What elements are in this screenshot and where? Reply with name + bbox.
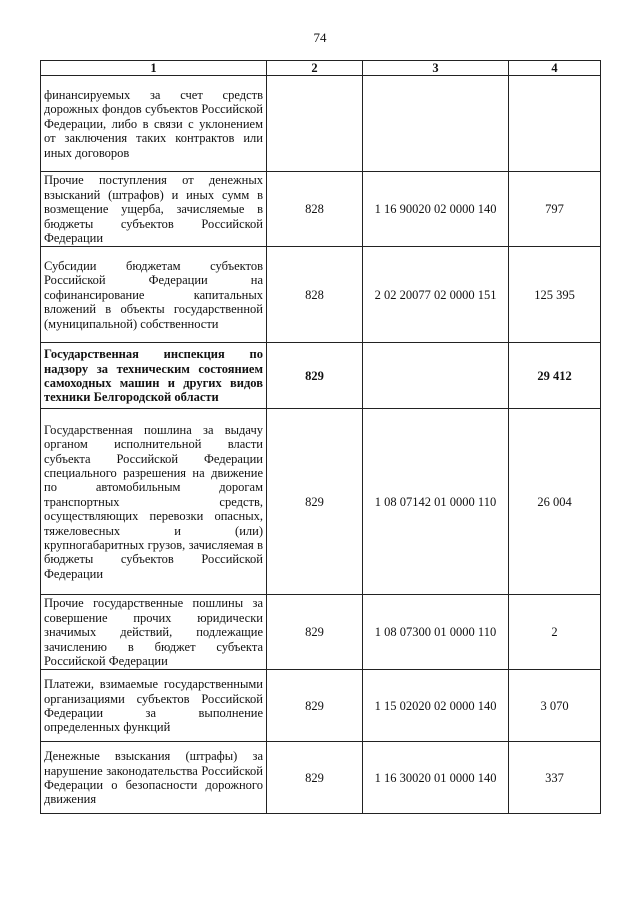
row-admin-code-cell: 829 [267, 343, 363, 409]
table-header-row [41, 61, 601, 76]
table-row [41, 670, 601, 742]
row-amount-cell: 26 004 [509, 409, 601, 595]
row-admin-code-cell [267, 76, 363, 172]
row-name-cell: Прочие государственные пошлины за совершение прочих юридически значимых действий, подлежащие зачислению в бюджет субъекта Российской Федерации [41, 595, 267, 670]
row-name-cell: Государственная инспекция по надзору за техническим состоянием самоходных машин и других видов техники Белгородской области [41, 343, 267, 409]
row-budget-code-cell: 2 02 20077 02 0000 151 [363, 247, 509, 343]
page-number: 74 [313, 30, 327, 45]
row-budget-code-cell: 1 16 30020 01 0000 140 [363, 742, 509, 814]
row-amount-cell: 3 070 [509, 670, 601, 742]
row-amount-cell: 125 395 [509, 247, 601, 343]
table-row [41, 595, 601, 670]
table-body [41, 76, 601, 814]
row-admin-code-cell: 828 [267, 172, 363, 247]
column-header-1: 1 [41, 61, 267, 76]
row-budget-code-cell: 1 15 02020 02 0000 140 [363, 670, 509, 742]
row-amount-cell: 337 [509, 742, 601, 814]
row-name-cell: Государственная пошлина за выдачу органом исполнительной власти субъекта Российской Федерации специального разрешения на движение по автомобильным дорогам транспортных средств, осуществляющих перевозки опасных, тяжеловесных и (или) крупногабаритных грузов, зачисляемая в бюджеты субъектов Российской Федерации [41, 409, 267, 595]
row-admin-code-cell: 829 [267, 595, 363, 670]
row-admin-code-cell: 829 [267, 409, 363, 595]
row-name-cell: Платежи, взимаемые государственными организациями субъектов Российской Федерации за выполнение определенных функций [41, 670, 267, 742]
revenue-table [40, 60, 601, 814]
row-amount-cell: 2 [509, 595, 601, 670]
row-budget-code-cell: 1 16 90020 02 0000 140 [363, 172, 509, 247]
table-row [41, 742, 601, 814]
row-budget-code-cell: 1 08 07300 01 0000 110 [363, 595, 509, 670]
column-header-4: 4 [509, 61, 601, 76]
row-name-cell: финансируемых за счет средств дорожных фондов субъектов Российской Федерации, либо в связи с уклонением от заключения таких контрактов или иных договоров [41, 76, 267, 172]
row-name-cell: Субсидии бюджетам субъектов Российской Федерации на софинансирование капитальных вложений в объекты государственной (муниципальной) собственности [41, 247, 267, 343]
row-admin-code-cell: 829 [267, 670, 363, 742]
row-admin-code-cell: 829 [267, 742, 363, 814]
column-header-2: 2 [267, 61, 363, 76]
table-row [41, 172, 601, 247]
row-admin-code-cell: 828 [267, 247, 363, 343]
table-row [41, 76, 601, 172]
row-name-cell: Денежные взыскания (штрафы) за нарушение законодательства Российской Федерации о безопасности дорожного движения [41, 742, 267, 814]
row-amount-cell [509, 76, 601, 172]
row-amount-cell: 797 [509, 172, 601, 247]
table-row [41, 343, 601, 409]
row-budget-code-cell [363, 343, 509, 409]
column-header-3: 3 [363, 61, 509, 76]
table-row [41, 409, 601, 595]
row-amount-cell: 29 412 [509, 343, 601, 409]
row-budget-code-cell [363, 76, 509, 172]
row-name-cell: Прочие поступления от денежных взысканий (штрафов) и иных сумм в возмещение ущерба, зачисляемые в бюджеты субъектов Российской Федерации [41, 172, 267, 247]
table-row [41, 247, 601, 343]
row-budget-code-cell: 1 08 07142 01 0000 110 [363, 409, 509, 595]
